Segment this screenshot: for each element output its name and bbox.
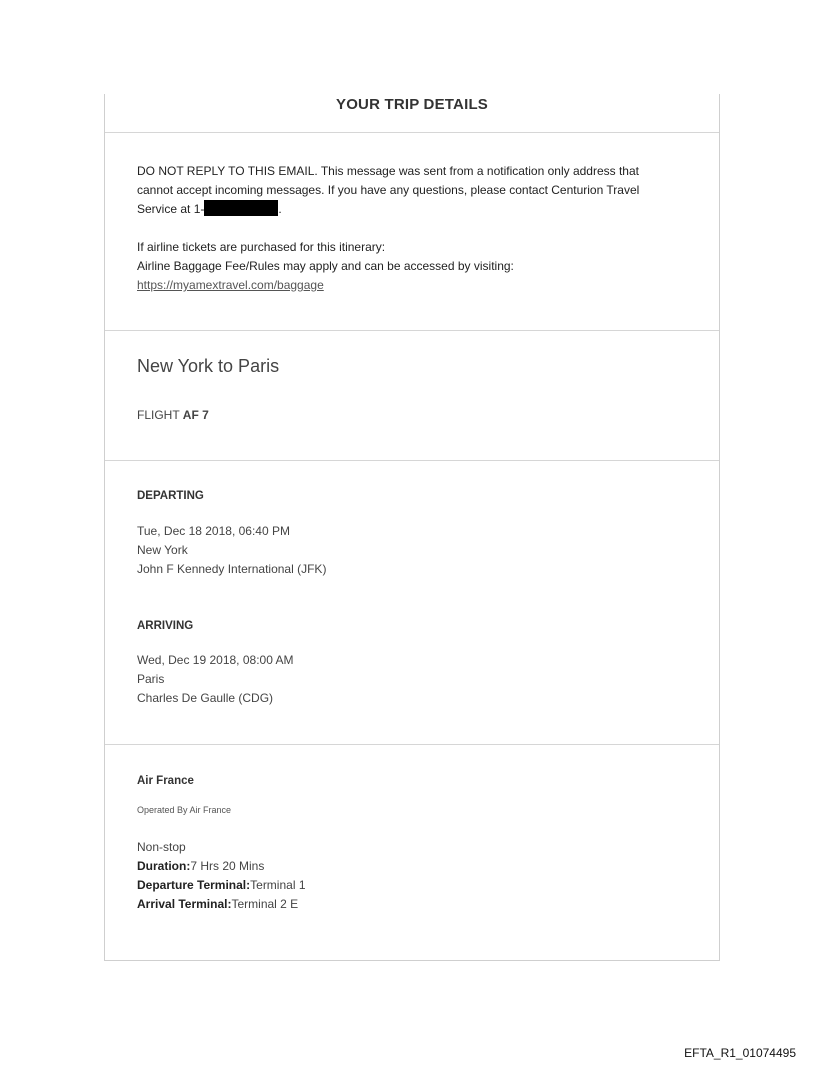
departure-terminal-row [137,876,306,895]
arrival-terminal-value: Terminal 2 E [231,897,299,911]
departing-heading: DEPARTING [137,490,204,502]
baggage-rules-text: Airline Baggage Fee/Rules may apply and can be accessed by visiting: [137,259,514,273]
route-title: New York to Paris [137,356,280,376]
operated-by: Operated By Air France [137,805,232,815]
flight-label: FLIGHT [137,408,180,422]
departing-airport: John F Kennedy International (JFK) [137,562,327,576]
baggage-link[interactable]: https://myamextravel.com/baggage [137,278,324,292]
departing-datetime: Tue, Dec 18 2018, 06:40 PM [137,524,290,538]
departure-terminal-value: Terminal 1 [250,878,306,892]
notice-line-2: cannot accept incoming messages. If you have any questions, please contact Centurion Travel [137,183,640,197]
departure-terminal-label: Departure Terminal: [137,878,251,892]
carrier-name: Air France [137,775,194,787]
arrival-terminal-row [137,895,298,914]
arriving-heading: ARRIVING [137,620,194,632]
page-title: YOUR TRIP DETAILS [335,96,489,113]
duration-row [137,857,264,876]
notice-line-1: DO NOT REPLY TO THIS EMAIL. This message was sent from a notification only address that [137,164,639,178]
divider [105,132,719,133]
flight-number: AF 7 [182,408,209,422]
baggage-intro: If airline tickets are purchased for this itinerary: [137,240,386,254]
document-id: EFTA_R1_01074495 [684,1046,796,1060]
duration-label: Duration: [137,859,191,873]
arrival-terminal-label: Arrival Terminal: [137,897,232,911]
arriving-airport: Charles De Gaulle (CDG) [137,691,274,705]
divider [105,744,719,745]
redaction-box [204,200,278,216]
flight-info [137,406,209,425]
notice-line-3-prefix: Service at 1- [137,202,205,216]
notice-line-3-suffix: . [278,202,282,216]
notice-line-3 [137,200,282,219]
arriving-datetime: Wed, Dec 19 2018, 08:00 AM [137,653,294,667]
divider [105,330,719,331]
divider [105,460,719,461]
departing-city: New York [137,543,188,557]
trip-details-card [104,94,720,961]
stops: Non-stop [137,840,186,854]
arriving-city: Paris [137,672,165,686]
baggage-link-wrap [137,276,324,295]
duration-value: 7 Hrs 20 Mins [190,859,265,873]
